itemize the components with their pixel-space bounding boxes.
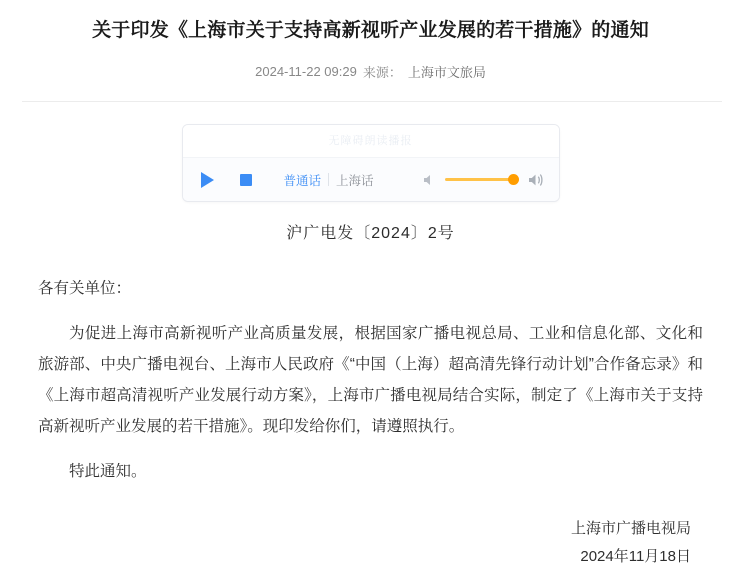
paragraph-main: 为促进上海市高新视听产业高质量发展，根据国家广播电视总局、工业和信息化部、文化和旅游部、中央广播电视台、上海市人民政府《“中国（上海）超高清先锋行动计划”合作备忘录》和《上海市超高清视听产业发展行动方案》，上海市广播电视局结合实际，制定了《上海市关于支持高新视听产业发展的若干措施》。现印发给你们，请遵照执行。 [38,325,703,435]
speaker-volume-icon[interactable] [527,172,545,188]
paragraph-closing: 特此通知。 [69,463,147,480]
play-triangle [201,172,214,188]
audio-player-wrapper [182,124,560,202]
stop-square [240,174,252,186]
source-label: 来源： [362,65,402,80]
player-controls-bar [183,157,559,201]
paragraph-salutation: 各有关单位： [38,280,132,297]
header-divider [22,101,722,102]
signature-org: 上海市广播电视局 [570,520,691,537]
document-meta [22,62,719,81]
language-toggle-group [277,171,381,189]
play-icon[interactable] [197,169,219,191]
publish-datetime: 2024-11-22 09:29 [255,64,357,79]
player-hint-text: 无障碍朗读播报 [183,125,559,157]
speaker-mute-icon[interactable] [422,173,437,187]
stop-icon[interactable] [231,169,261,191]
source-value: 上海市文旅局 [407,65,486,80]
volume-knob[interactable] [508,174,519,185]
signature-block [22,515,719,571]
language-option-shanghainese[interactable]: 上海话 [336,173,374,188]
document-body [22,273,719,487]
volume-slider[interactable] [445,173,519,187]
document-number: 沪广电发〔2024〕2号 [286,225,455,242]
volume-area [422,172,545,188]
page-title: 关于印发《上海市关于支持高新视听产业发展的若干措施》的通知 [92,20,649,41]
audio-player[interactable] [182,124,560,202]
language-option-mandarin[interactable]: 普通话 [283,173,322,188]
signature-date: 2024年11月18日 [580,548,691,565]
